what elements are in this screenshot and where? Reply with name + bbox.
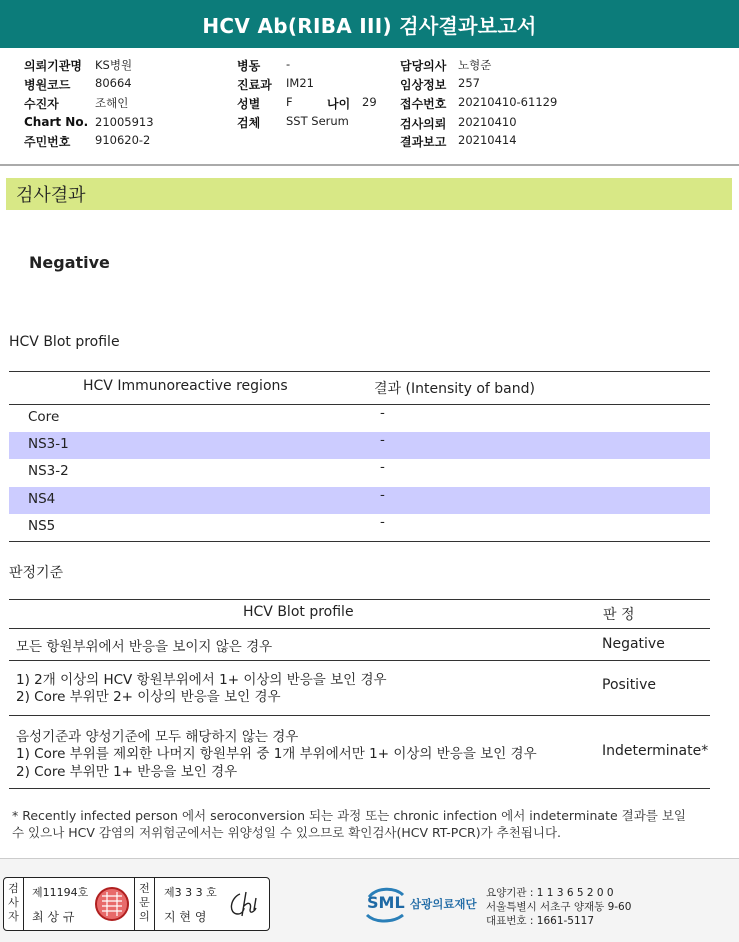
tester-license-no: 제11194호 — [32, 886, 89, 899]
criteria-judgement: Positive — [602, 677, 656, 693]
criteria-line: 모든 항원부위에서 반응을 보이지 않은 경우 — [16, 639, 273, 655]
blot-header-result: 결과 (Intensity of band) — [374, 381, 535, 397]
org-logo-text: SML — [367, 893, 405, 912]
divider — [0, 164, 739, 166]
section-title: 검사결과 — [6, 178, 732, 210]
row-highlight — [9, 432, 710, 459]
info-label: 검사의뢰 — [400, 117, 447, 131]
info-label: 임상정보 — [400, 78, 447, 92]
specialist-label-char: 문 — [139, 896, 150, 909]
info-label: 접수번호 — [400, 97, 447, 111]
org-address: 서울특별시 서초구 양재동 9-60 — [486, 901, 632, 913]
info-label: 결과보고 — [400, 135, 447, 149]
info-value: 20210410 — [458, 115, 517, 129]
signature-box — [3, 877, 270, 931]
info-value: - — [286, 57, 291, 71]
tester-label — [4, 878, 24, 930]
table-border — [9, 628, 710, 629]
table-border — [9, 404, 710, 405]
info-value: 910620-2 — [95, 133, 151, 147]
info-label: 담당의사 — [400, 59, 447, 73]
specialist-name: 지 현 영 — [164, 910, 207, 924]
info-value: 조해인 — [95, 96, 129, 110]
blot-region: NS5 — [28, 518, 56, 534]
blot-region: Core — [28, 409, 60, 425]
blot-result: - — [380, 432, 385, 448]
test-result: Negative — [29, 253, 110, 272]
org-name: 삼광의료재단 — [410, 897, 477, 911]
criteria-judgement: Negative — [602, 636, 665, 652]
table-border — [9, 541, 710, 542]
blot-region: NS3-1 — [28, 436, 69, 452]
info-label: 병원코드 — [24, 78, 71, 92]
criteria-line: 2) Core 부위만 2+ 이상의 반응을 보인 경우 — [16, 689, 281, 705]
criteria-header-judgement: 판 정 — [603, 607, 635, 623]
info-value: 20210410-61129 — [458, 95, 558, 109]
info-label: 주민번호 — [24, 135, 71, 149]
info-value: 257 — [458, 76, 480, 90]
tester-label-char: 사 — [8, 896, 19, 909]
patient-info-block — [0, 48, 739, 163]
info-value: 80664 — [95, 76, 132, 90]
info-label: 의뢰기관명 — [24, 59, 82, 73]
info-value: 노형준 — [458, 58, 492, 72]
blot-region: NS4 — [28, 491, 56, 507]
criteria-line: 1) 2개 이상의 HCV 항원부위에서 1+ 이상의 반응을 보인 경우 — [16, 672, 387, 688]
specialist-label-char: 의 — [139, 910, 150, 923]
table-border — [9, 599, 710, 600]
report-title: HCV Ab(RIBA III) 검사결과보고서 — [0, 0, 739, 48]
tester-label-char: 자 — [8, 910, 19, 923]
info-label: 성별 — [237, 97, 261, 111]
blot-result: - — [380, 459, 385, 475]
criteria-line: 1) Core 부위를 제외한 나머지 항원부위 중 1개 부위에서만 1+ 이상의 반응을 보인 경우 — [16, 746, 537, 762]
age-value: 29 — [362, 95, 377, 109]
info-label: 검체 — [237, 116, 261, 130]
criteria-line: 2) Core 부위만 1+ 반응을 보인 경우 — [16, 764, 238, 780]
info-label: Chart No. — [24, 115, 89, 129]
org-phone: 대표번호 : 1661-5117 — [486, 915, 595, 927]
info-value: F — [286, 95, 293, 109]
table-border — [9, 715, 710, 716]
footnote-line: 수 있으나 HCV 감염의 저위험군에서는 위양성일 수 있으므로 확인검사(HCV RT-PCR)가 추천됩니다. — [12, 825, 562, 840]
table-border — [9, 660, 710, 661]
info-value: IM21 — [286, 76, 314, 90]
specialist-label-char: 전 — [139, 882, 150, 895]
blot-result: - — [380, 487, 385, 503]
tester-name: 최 상 규 — [32, 910, 75, 924]
info-value: 21005913 — [95, 115, 154, 129]
age-label: 나이 — [327, 97, 351, 111]
criteria-judgement: Indeterminate* — [602, 743, 709, 759]
table-border — [9, 788, 710, 789]
info-label: 병동 — [237, 59, 261, 73]
info-value: 20210414 — [458, 133, 517, 147]
blot-header-region: HCV Immunoreactive regions — [83, 378, 288, 394]
org-code: 요양기관 : 1 1 3 6 5 2 0 0 — [486, 887, 614, 899]
tester-label-char: 검 — [8, 882, 19, 895]
footnote-line: * Recently infected person 에서 seroconversion 되는 과정 또는 chronic infection 에서 indeterminate 결과를 보일 — [12, 808, 686, 823]
blot-region: NS3-2 — [28, 463, 69, 479]
info-label: 진료과 — [237, 78, 272, 92]
seal-stamp-icon — [94, 886, 130, 922]
handwritten-signature-icon — [226, 888, 262, 920]
info-value: KS병원 — [95, 58, 133, 72]
blot-profile-title: HCV Blot profile — [9, 334, 120, 350]
table-border — [9, 371, 710, 372]
row-highlight — [9, 487, 710, 514]
criteria-line: 음성기준과 양성기준에 모두 해당하지 않는 경우 — [16, 729, 299, 745]
blot-result: - — [380, 514, 385, 530]
criteria-header-profile: HCV Blot profile — [243, 604, 354, 620]
specialist-label — [135, 878, 155, 930]
criteria-title: 판정기준 — [9, 565, 64, 581]
specialist-license-no: 제3 3 3 호 — [164, 886, 217, 899]
info-label: 수진자 — [24, 97, 59, 111]
blot-result: - — [380, 405, 385, 421]
info-value: SST Serum — [286, 114, 349, 128]
